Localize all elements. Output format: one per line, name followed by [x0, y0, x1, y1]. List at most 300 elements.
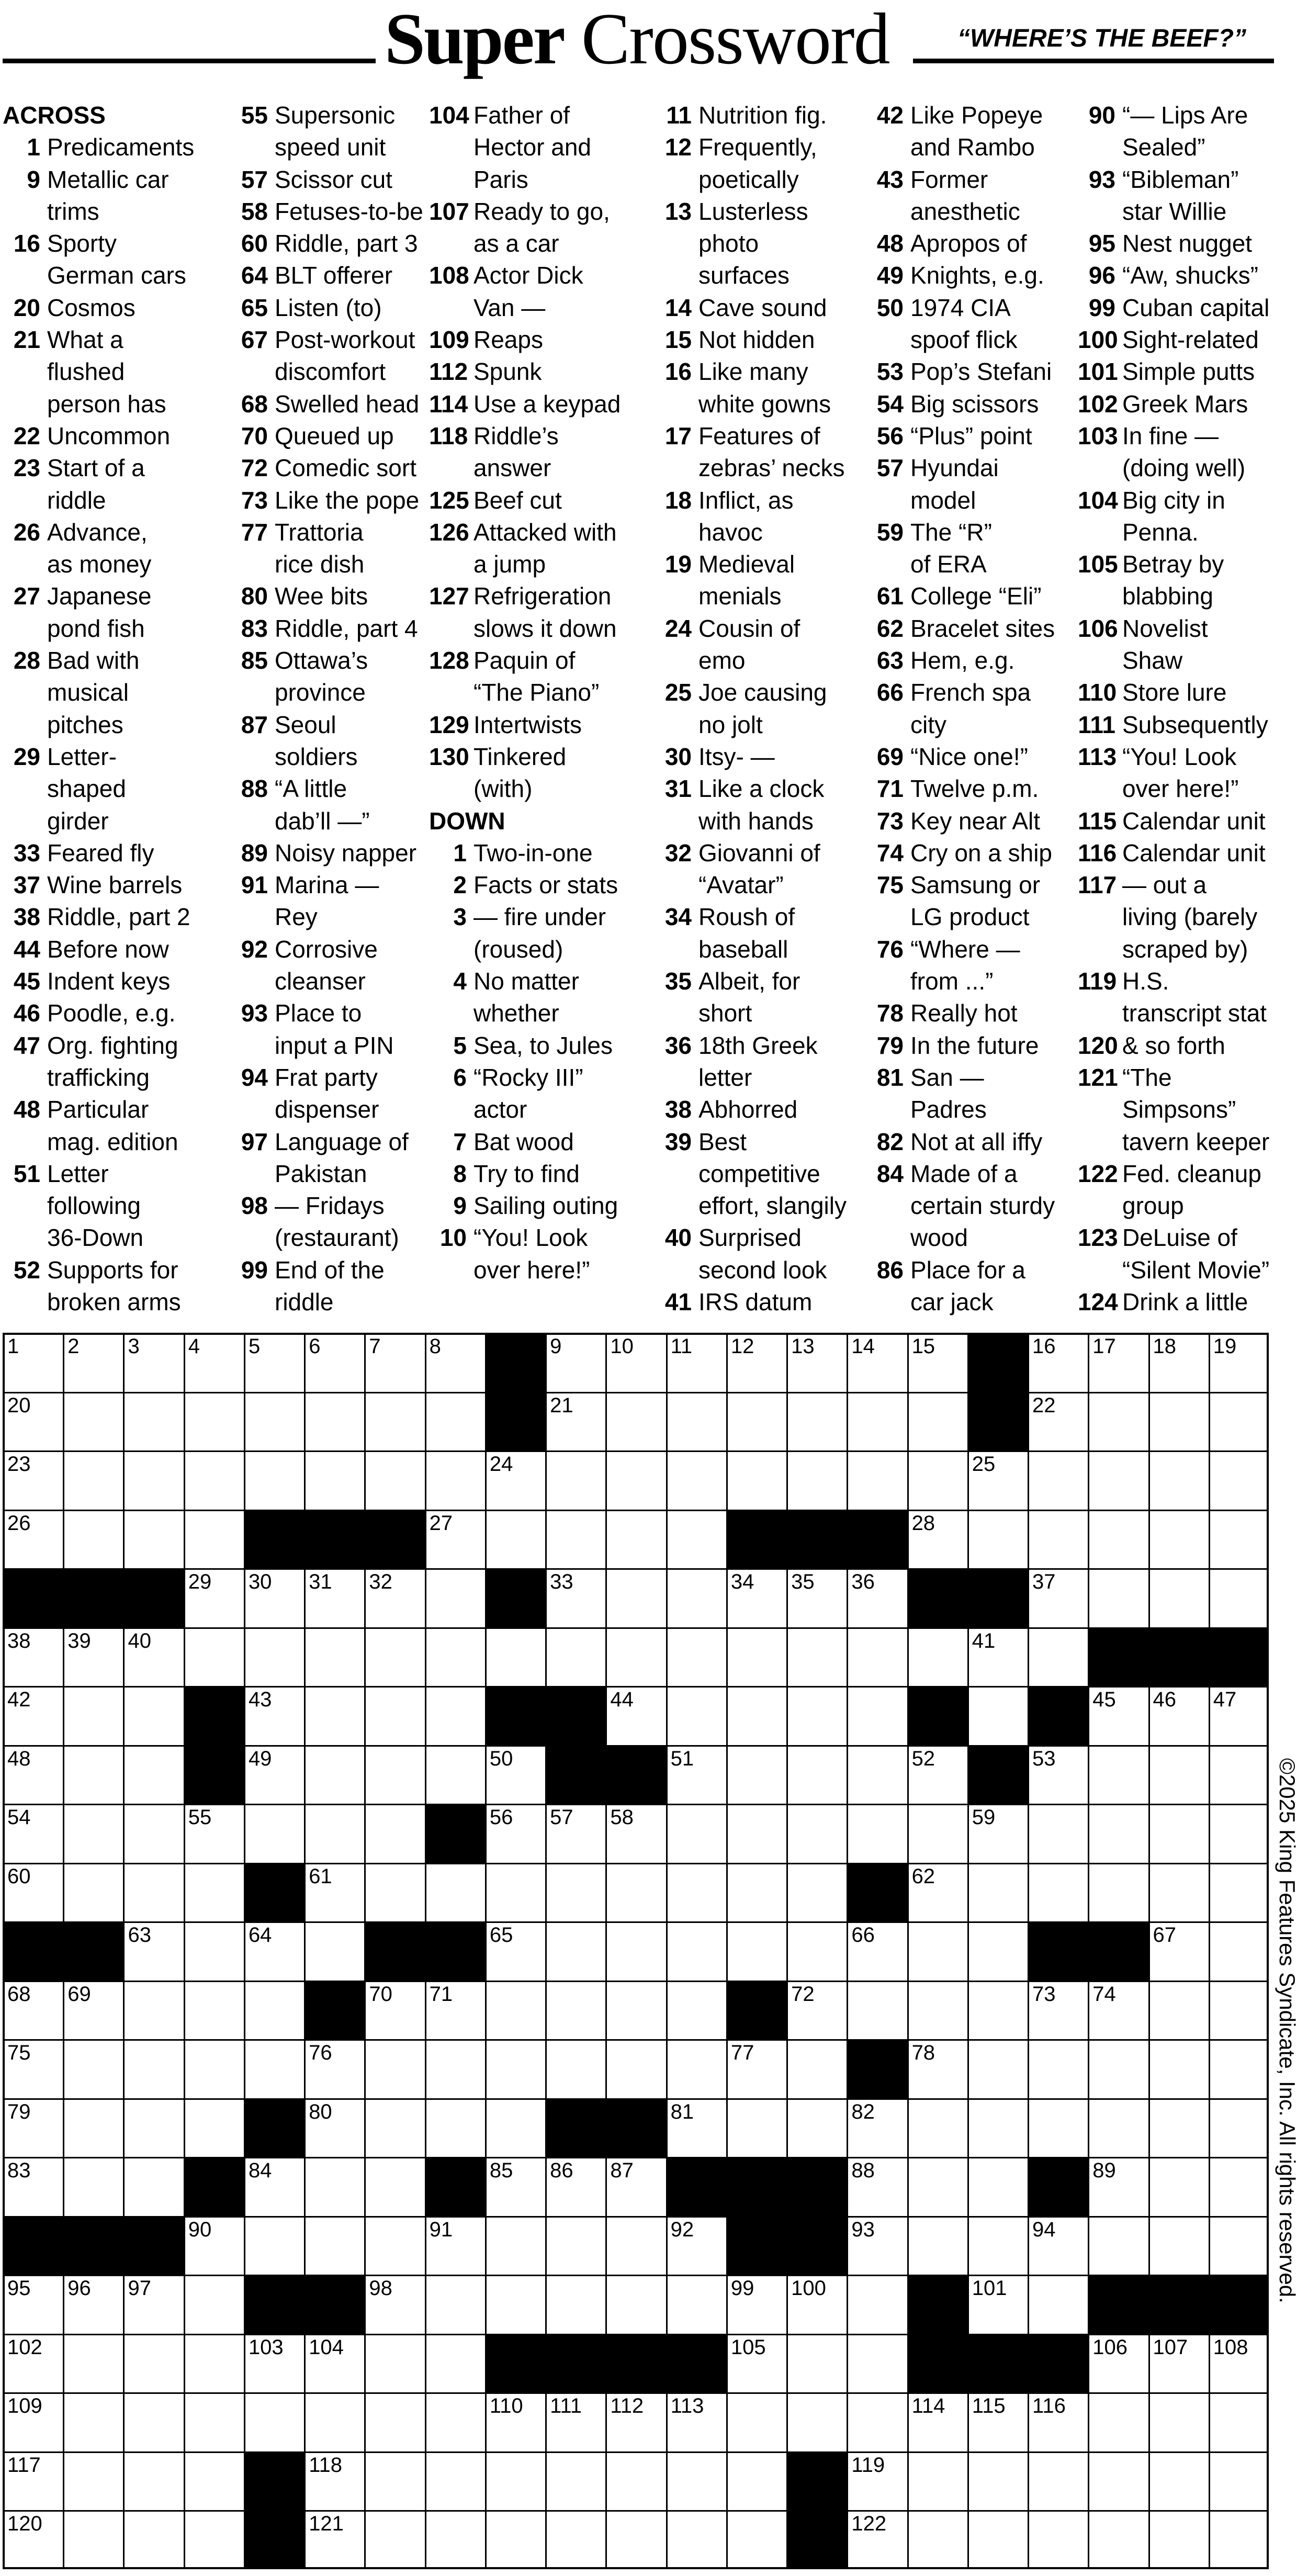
grid-cell[interactable] — [847, 1333, 907, 1392]
grid-cell[interactable] — [967, 1863, 1028, 1922]
grid-cell[interactable] — [1148, 1686, 1209, 1745]
grid-cell[interactable] — [304, 2392, 365, 2451]
grid-cell[interactable] — [666, 1392, 727, 1451]
grid-cell[interactable] — [1028, 1510, 1088, 1569]
grid-cell[interactable] — [3, 1392, 63, 1451]
grid-cell[interactable] — [63, 1686, 123, 1745]
grid-cell[interactable] — [3, 2098, 63, 2157]
grid-cell[interactable] — [364, 2510, 425, 2569]
grid-cell[interactable] — [726, 1392, 787, 1451]
grid-cell[interactable] — [967, 2451, 1028, 2511]
grid-cell[interactable] — [666, 1627, 727, 1686]
grid-cell[interactable] — [605, 2039, 666, 2098]
grid-cell[interactable] — [1088, 1510, 1148, 1569]
grid-cell[interactable] — [1088, 1686, 1148, 1745]
grid-cell[interactable] — [244, 2334, 305, 2393]
grid-cell[interactable] — [1209, 2392, 1269, 2451]
grid-cell[interactable] — [847, 2451, 907, 2511]
grid-cell[interactable] — [123, 2039, 184, 2098]
grid-cell[interactable] — [485, 2451, 546, 2511]
grid-cell[interactable] — [545, 2157, 606, 2216]
grid-cell[interactable] — [3, 2334, 63, 2393]
grid-cell[interactable] — [123, 1921, 184, 1981]
grid-cell[interactable] — [123, 1686, 184, 1745]
grid-cell[interactable] — [847, 2275, 907, 2334]
grid-cell[interactable] — [907, 2039, 968, 2098]
grid-cell[interactable] — [1148, 1921, 1209, 1981]
grid-cell[interactable] — [847, 2334, 907, 2393]
grid-cell[interactable] — [123, 2275, 184, 2334]
grid-cell[interactable] — [304, 1804, 365, 1863]
grid-cell[interactable] — [1028, 2275, 1088, 2334]
grid-cell[interactable] — [1148, 2039, 1209, 2098]
grid-cell[interactable] — [726, 1745, 787, 1804]
grid-cell[interactable] — [907, 2098, 968, 2157]
grid-cell[interactable] — [63, 1333, 123, 1392]
grid-cell[interactable] — [304, 1392, 365, 1451]
grid-cell[interactable] — [485, 2510, 546, 2569]
grid-cell[interactable] — [545, 1921, 606, 1981]
grid-cell[interactable] — [545, 1392, 606, 1451]
grid-cell[interactable] — [666, 2451, 727, 2511]
grid-cell[interactable] — [847, 1745, 907, 1804]
grid-cell[interactable] — [184, 1921, 244, 1981]
grid-cell[interactable] — [545, 2451, 606, 2511]
grid-cell[interactable] — [485, 2275, 546, 2334]
grid-cell[interactable] — [425, 2451, 486, 2511]
grid-cell[interactable] — [485, 1863, 546, 1922]
grid-cell[interactable] — [485, 2098, 546, 2157]
grid-cell[interactable] — [1028, 2216, 1088, 2275]
grid-cell[interactable] — [1209, 1568, 1269, 1627]
grid-cell[interactable] — [485, 1921, 546, 1981]
grid-cell[interactable] — [1028, 1745, 1088, 1804]
grid-cell[interactable] — [425, 1450, 486, 1510]
grid-cell[interactable] — [1028, 2039, 1088, 2098]
grid-cell[interactable] — [786, 2334, 847, 2393]
grid-cell[interactable] — [364, 2039, 425, 2098]
grid-cell[interactable] — [1088, 1568, 1148, 1627]
grid-cell[interactable] — [786, 1745, 847, 1804]
grid-cell[interactable] — [184, 2098, 244, 2157]
grid-cell[interactable] — [244, 1981, 305, 2040]
grid-cell[interactable] — [967, 1450, 1028, 1510]
grid-cell[interactable] — [1088, 2157, 1148, 2216]
grid-cell[interactable] — [1148, 2334, 1209, 2393]
grid-cell[interactable] — [1028, 1804, 1088, 1863]
grid-cell[interactable] — [244, 1333, 305, 1392]
grid-cell[interactable] — [1209, 2039, 1269, 2098]
grid-cell[interactable] — [1028, 2098, 1088, 2157]
grid-cell[interactable] — [123, 1981, 184, 2040]
grid-cell[interactable] — [907, 1450, 968, 1510]
grid-cell[interactable] — [304, 2157, 365, 2216]
grid-cell[interactable] — [545, 1450, 606, 1510]
grid-cell[interactable] — [63, 1510, 123, 1569]
grid-cell[interactable] — [967, 1921, 1028, 1981]
grid-cell[interactable] — [1148, 2392, 1209, 2451]
grid-cell[interactable] — [364, 1863, 425, 1922]
grid-cell[interactable] — [1209, 1392, 1269, 1451]
grid-cell[interactable] — [364, 1745, 425, 1804]
grid-cell[interactable] — [666, 1686, 727, 1745]
grid-cell[interactable] — [184, 2392, 244, 2451]
grid-cell[interactable] — [364, 2392, 425, 2451]
grid-cell[interactable] — [545, 2510, 606, 2569]
grid-cell[interactable] — [666, 2039, 727, 2098]
grid-cell[interactable] — [364, 2098, 425, 2157]
grid-cell[interactable] — [605, 2451, 666, 2511]
grid-cell[interactable] — [666, 1981, 727, 2040]
grid-cell[interactable] — [605, 1686, 666, 1745]
grid-cell[interactable] — [666, 2510, 727, 2569]
grid-cell[interactable] — [485, 1450, 546, 1510]
grid-cell[interactable] — [967, 2510, 1028, 2569]
grid-cell[interactable] — [545, 1510, 606, 1569]
grid-cell[interactable] — [3, 1333, 63, 1392]
grid-cell[interactable] — [545, 1863, 606, 1922]
grid-cell[interactable] — [244, 2157, 305, 2216]
grid-cell[interactable] — [364, 1627, 425, 1686]
grid-cell[interactable] — [1148, 2157, 1209, 2216]
grid-cell[interactable] — [1209, 1333, 1269, 1392]
grid-cell[interactable] — [244, 2039, 305, 2098]
grid-cell[interactable] — [184, 1392, 244, 1451]
grid-cell[interactable] — [425, 1568, 486, 1627]
grid-cell[interactable] — [123, 1627, 184, 1686]
grid-cell[interactable] — [1209, 1745, 1269, 1804]
grid-cell[interactable] — [123, 1450, 184, 1510]
grid-cell[interactable] — [425, 1510, 486, 1569]
grid-cell[interactable] — [726, 2334, 787, 2393]
grid-cell[interactable] — [545, 2392, 606, 2451]
grid-cell[interactable] — [847, 1450, 907, 1510]
grid-cell[interactable] — [485, 1510, 546, 1569]
grid-cell[interactable] — [63, 1627, 123, 1686]
grid-cell[interactable] — [63, 2334, 123, 2393]
grid-cell[interactable] — [485, 1627, 546, 1686]
grid-cell[interactable] — [967, 1627, 1028, 1686]
grid-cell[interactable] — [184, 1863, 244, 1922]
grid-cell[interactable] — [304, 2451, 365, 2511]
grid-cell[interactable] — [1088, 1333, 1148, 1392]
grid-cell[interactable] — [364, 1686, 425, 1745]
grid-cell[interactable] — [605, 1804, 666, 1863]
grid-cell[interactable] — [364, 1981, 425, 2040]
grid-cell[interactable] — [666, 2275, 727, 2334]
grid-cell[interactable] — [244, 2216, 305, 2275]
grid-cell[interactable] — [666, 1863, 727, 1922]
grid-cell[interactable] — [364, 1568, 425, 1627]
grid-cell[interactable] — [3, 1510, 63, 1569]
grid-cell[interactable] — [304, 2039, 365, 2098]
grid-cell[interactable] — [847, 1392, 907, 1451]
grid-cell[interactable] — [485, 2157, 546, 2216]
grid-cell[interactable] — [1148, 2510, 1209, 2569]
grid-cell[interactable] — [425, 2039, 486, 2098]
grid-cell[interactable] — [425, 2510, 486, 2569]
grid-cell[interactable] — [304, 1627, 365, 1686]
grid-cell[interactable] — [304, 1450, 365, 1510]
grid-cell[interactable] — [786, 2039, 847, 2098]
grid-cell[interactable] — [364, 2157, 425, 2216]
grid-cell[interactable] — [666, 2392, 727, 2451]
grid-cell[interactable] — [1209, 1981, 1269, 2040]
grid-cell[interactable] — [605, 1333, 666, 1392]
grid-cell[interactable] — [364, 2451, 425, 2511]
grid-cell[interactable] — [123, 2510, 184, 2569]
grid-cell[interactable] — [786, 1568, 847, 1627]
grid-cell[interactable] — [1209, 1921, 1269, 1981]
grid-cell[interactable] — [1209, 1863, 1269, 1922]
grid-cell[interactable] — [1148, 1863, 1209, 1922]
grid-cell[interactable] — [666, 1921, 727, 1981]
grid-cell[interactable] — [786, 2098, 847, 2157]
grid-cell[interactable] — [786, 1921, 847, 1981]
grid-cell[interactable] — [847, 1981, 907, 2040]
grid-cell[interactable] — [1028, 2392, 1088, 2451]
grid-cell[interactable] — [847, 1686, 907, 1745]
grid-cell[interactable] — [726, 1627, 787, 1686]
grid-cell[interactable] — [545, 2275, 606, 2334]
grid-cell[interactable] — [1209, 2157, 1269, 2216]
grid-cell[interactable] — [244, 1450, 305, 1510]
grid-cell[interactable] — [304, 1686, 365, 1745]
grid-cell[interactable] — [605, 1863, 666, 1922]
grid-cell[interactable] — [304, 1568, 365, 1627]
grid-cell[interactable] — [63, 2157, 123, 2216]
grid-cell[interactable] — [1088, 2039, 1148, 2098]
grid-cell[interactable] — [907, 2392, 968, 2451]
grid-cell[interactable] — [1088, 1981, 1148, 2040]
grid-cell[interactable] — [1028, 1627, 1088, 1686]
grid-cell[interactable] — [605, 2157, 666, 2216]
grid-cell[interactable] — [786, 1804, 847, 1863]
grid-cell[interactable] — [605, 1921, 666, 1981]
grid-cell[interactable] — [847, 2098, 907, 2157]
grid-cell[interactable] — [364, 1333, 425, 1392]
grid-cell[interactable] — [1088, 1863, 1148, 1922]
grid-cell[interactable] — [3, 2451, 63, 2511]
grid-cell[interactable] — [726, 1863, 787, 1922]
grid-cell[interactable] — [726, 1804, 787, 1863]
grid-cell[interactable] — [1088, 1745, 1148, 1804]
grid-cell[interactable] — [847, 2157, 907, 2216]
grid-cell[interactable] — [545, 1333, 606, 1392]
grid-cell[interactable] — [726, 2039, 787, 2098]
grid-cell[interactable] — [726, 2098, 787, 2157]
grid-cell[interactable] — [786, 1627, 847, 1686]
grid-cell[interactable] — [545, 2039, 606, 2098]
grid-cell[interactable] — [425, 1333, 486, 1392]
grid-cell[interactable] — [1209, 2334, 1269, 2393]
grid-cell[interactable] — [786, 1333, 847, 1392]
grid-cell[interactable] — [1209, 2216, 1269, 2275]
grid-cell[interactable] — [364, 2216, 425, 2275]
grid-cell[interactable] — [907, 1510, 968, 1569]
grid-cell[interactable] — [907, 1745, 968, 1804]
grid-cell[interactable] — [184, 1333, 244, 1392]
grid-cell[interactable] — [786, 1686, 847, 1745]
grid-cell[interactable] — [907, 1627, 968, 1686]
grid-cell[interactable] — [666, 2216, 727, 2275]
grid-cell[interactable] — [184, 1450, 244, 1510]
grid-cell[interactable] — [1148, 1568, 1209, 1627]
grid-cell[interactable] — [666, 1333, 727, 1392]
grid-cell[interactable] — [244, 1745, 305, 1804]
grid-cell[interactable] — [1209, 1450, 1269, 1510]
grid-cell[interactable] — [847, 1921, 907, 1981]
grid-cell[interactable] — [1209, 1510, 1269, 1569]
grid-cell[interactable] — [907, 2157, 968, 2216]
grid-cell[interactable] — [304, 2098, 365, 2157]
grid-cell[interactable] — [184, 2451, 244, 2511]
grid-cell[interactable] — [786, 1392, 847, 1451]
grid-cell[interactable] — [485, 2216, 546, 2275]
grid-cell[interactable] — [1088, 2334, 1148, 2393]
grid-cell[interactable] — [1148, 2216, 1209, 2275]
grid-cell[interactable] — [3, 1450, 63, 1510]
grid-cell[interactable] — [1209, 2098, 1269, 2157]
grid-cell[interactable] — [3, 1627, 63, 1686]
grid-cell[interactable] — [967, 2392, 1028, 2451]
grid-cell[interactable] — [1088, 2510, 1148, 2569]
grid-cell[interactable] — [304, 1333, 365, 1392]
grid-cell[interactable] — [304, 2216, 365, 2275]
grid-cell[interactable] — [244, 1804, 305, 1863]
grid-cell[interactable] — [1148, 1745, 1209, 1804]
grid-cell[interactable] — [425, 1745, 486, 1804]
grid-cell[interactable] — [786, 1863, 847, 1922]
grid-cell[interactable] — [3, 2275, 63, 2334]
grid-cell[interactable] — [726, 1333, 787, 1392]
grid-cell[interactable] — [63, 1450, 123, 1510]
grid-cell[interactable] — [1088, 1450, 1148, 1510]
grid-cell[interactable] — [485, 1804, 546, 1863]
grid-cell[interactable] — [605, 1627, 666, 1686]
grid-cell[interactable] — [967, 1804, 1028, 1863]
grid-cell[interactable] — [184, 1804, 244, 1863]
grid-cell[interactable] — [967, 2039, 1028, 2098]
grid-cell[interactable] — [184, 1568, 244, 1627]
grid-cell[interactable] — [1148, 1804, 1209, 1863]
grid-cell[interactable] — [1148, 2451, 1209, 2511]
grid-cell[interactable] — [907, 2451, 968, 2511]
grid-cell[interactable] — [123, 1510, 184, 1569]
grid-cell[interactable] — [1148, 1333, 1209, 1392]
grid-cell[interactable] — [1088, 1804, 1148, 1863]
grid-cell[interactable] — [364, 1392, 425, 1451]
grid-cell[interactable] — [1028, 1392, 1088, 1451]
grid-cell[interactable] — [605, 1981, 666, 2040]
grid-cell[interactable] — [1088, 2392, 1148, 2451]
grid-cell[interactable] — [726, 1568, 787, 1627]
grid-cell[interactable] — [666, 1510, 727, 1569]
grid-cell[interactable] — [1209, 2451, 1269, 2511]
grid-cell[interactable] — [364, 2334, 425, 2393]
grid-cell[interactable] — [1209, 2510, 1269, 2569]
grid-cell[interactable] — [304, 1863, 365, 1922]
grid-cell[interactable] — [425, 2392, 486, 2451]
grid-cell[interactable] — [907, 1921, 968, 1981]
grid-cell[interactable] — [967, 1686, 1028, 1745]
grid-cell[interactable] — [847, 1804, 907, 1863]
grid-cell[interactable] — [1088, 1392, 1148, 1451]
grid-cell[interactable] — [545, 2216, 606, 2275]
grid-cell[interactable] — [907, 1863, 968, 1922]
grid-cell[interactable] — [425, 2334, 486, 2393]
grid-cell[interactable] — [726, 1921, 787, 1981]
grid-cell[interactable] — [304, 2510, 365, 2569]
grid-cell[interactable] — [304, 2334, 365, 2393]
grid-cell[interactable] — [63, 1863, 123, 1922]
grid-cell[interactable] — [907, 2216, 968, 2275]
grid-cell[interactable] — [907, 1392, 968, 1451]
grid-cell[interactable] — [364, 1450, 425, 1510]
grid-cell[interactable] — [726, 2510, 787, 2569]
grid-cell[interactable] — [1028, 1450, 1088, 1510]
grid-cell[interactable] — [63, 2510, 123, 2569]
grid-cell[interactable] — [184, 2275, 244, 2334]
grid-cell[interactable] — [123, 2334, 184, 2393]
grid-cell[interactable] — [244, 1627, 305, 1686]
grid-cell[interactable] — [123, 1863, 184, 1922]
grid-cell[interactable] — [907, 1333, 968, 1392]
grid-cell[interactable] — [63, 1981, 123, 2040]
grid-cell[interactable] — [545, 1981, 606, 2040]
grid-cell[interactable] — [666, 1568, 727, 1627]
grid-cell[interactable] — [786, 1981, 847, 2040]
grid-cell[interactable] — [1028, 2451, 1088, 2511]
grid-cell[interactable] — [123, 2451, 184, 2511]
grid-cell[interactable] — [123, 2392, 184, 2451]
grid-cell[interactable] — [726, 2392, 787, 2451]
grid-cell[interactable] — [123, 2098, 184, 2157]
grid-cell[interactable] — [1028, 1863, 1088, 1922]
grid-cell[interactable] — [545, 1568, 606, 1627]
grid-cell[interactable] — [425, 2275, 486, 2334]
grid-cell[interactable] — [244, 1392, 305, 1451]
grid-cell[interactable] — [967, 2098, 1028, 2157]
grid-cell[interactable] — [786, 2275, 847, 2334]
grid-cell[interactable] — [786, 1450, 847, 1510]
grid-cell[interactable] — [184, 1627, 244, 1686]
grid-cell[interactable] — [3, 2510, 63, 2569]
grid-cell[interactable] — [545, 1627, 606, 1686]
grid-cell[interactable] — [1148, 1392, 1209, 1451]
grid-cell[interactable] — [1088, 2216, 1148, 2275]
grid-cell[interactable] — [184, 2216, 244, 2275]
grid-cell[interactable] — [1028, 1981, 1088, 2040]
grid-cell[interactable] — [1028, 1568, 1088, 1627]
grid-cell[interactable] — [3, 1981, 63, 2040]
grid-cell[interactable] — [726, 1686, 787, 1745]
grid-cell[interactable] — [847, 2392, 907, 2451]
grid-cell[interactable] — [1148, 1450, 1209, 1510]
grid-cell[interactable] — [605, 1392, 666, 1451]
grid-cell[interactable] — [63, 1392, 123, 1451]
grid-cell[interactable] — [425, 1863, 486, 1922]
grid-cell[interactable] — [425, 1686, 486, 1745]
grid-cell[interactable] — [485, 1745, 546, 1804]
grid-cell[interactable] — [967, 1981, 1028, 2040]
grid-cell[interactable] — [244, 1686, 305, 1745]
grid-cell[interactable] — [123, 1804, 184, 1863]
grid-cell[interactable] — [666, 1804, 727, 1863]
grid-cell[interactable] — [3, 1745, 63, 1804]
grid-cell[interactable] — [605, 1450, 666, 1510]
grid-cell[interactable] — [666, 1450, 727, 1510]
